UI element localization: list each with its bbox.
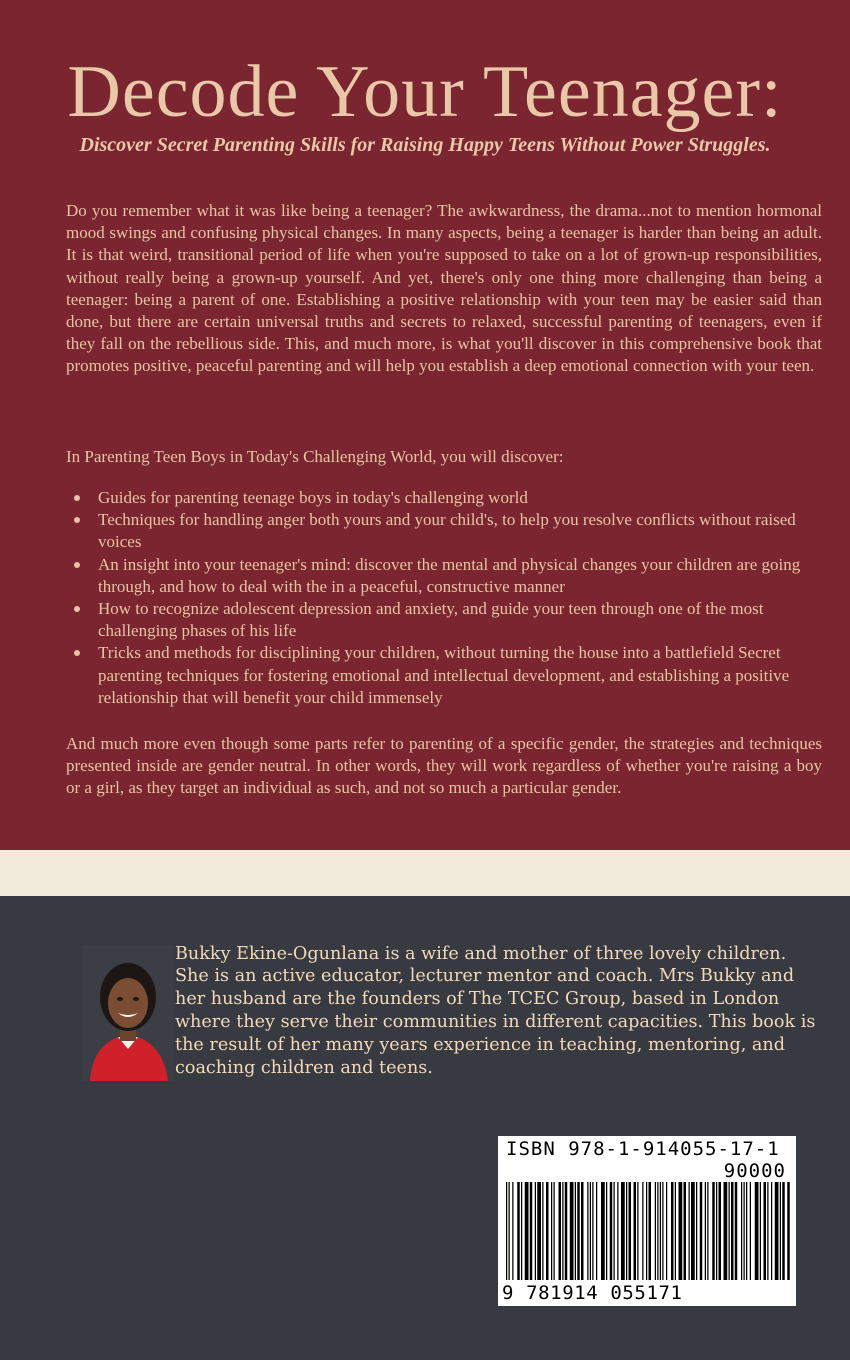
barcode-bar <box>684 1182 687 1280</box>
barcode-bar <box>542 1182 543 1280</box>
barcode-bar <box>637 1182 638 1280</box>
barcode-bar <box>570 1182 574 1280</box>
barcode-bar <box>755 1182 759 1280</box>
barcode-bar <box>660 1182 661 1280</box>
barcode-bar <box>764 1182 767 1280</box>
barcode-bar <box>775 1182 779 1280</box>
barcode-digits: 9 781914 055171 <box>502 1282 683 1304</box>
barcode-bar <box>689 1182 690 1280</box>
barcode-bar <box>577 1182 580 1280</box>
barcode-bar <box>724 1182 728 1280</box>
barcode-bar <box>626 1182 627 1280</box>
barcode-bar <box>634 1182 637 1280</box>
barcode-bar <box>610 1182 613 1280</box>
barcode-bar <box>587 1182 588 1280</box>
closing-paragraph: And much more even though some parts refer to parenting of a specific gender, the strategies and techniques presented inside are gender neutral. In other words, they will work regardless of whether you're raising a boy or a girl, as they target an individual as such, and not so much a particular gender. <box>66 734 822 798</box>
barcode-bar <box>601 1182 605 1280</box>
bullet-icon <box>74 517 80 523</box>
barcode-bar <box>771 1182 772 1280</box>
barcode-bar <box>705 1182 706 1280</box>
barcode-bar <box>655 1182 656 1280</box>
barcode-bar <box>671 1182 674 1280</box>
barcode-bar <box>559 1182 562 1280</box>
barcode-bar <box>506 1182 507 1280</box>
barcode-bar <box>554 1182 555 1280</box>
barcode-bar <box>614 1182 615 1280</box>
barcode-bar <box>617 1182 618 1280</box>
price-code: 90000 <box>723 1160 786 1182</box>
barcode-bar <box>746 1182 747 1280</box>
barcode-bar <box>590 1182 591 1280</box>
barcode-bar <box>512 1182 513 1280</box>
barcode-bar <box>606 1182 607 1280</box>
barcode-bar <box>662 1182 663 1280</box>
barcode-bar <box>729 1182 730 1280</box>
list-item: Techniques for handling anger both yours and your child's, to help you resolve conflicts without raised voices <box>98 509 824 553</box>
author-bio: Bukky Ekine-Ogunlana is a wife and mother of three lovely children. She is an active educator, lecturer mentor and coach. Mrs Bukky and her husband are the founders of The TCEC Group, based in London where they serve their communities in different capacities. This book is the result of her many years experience in teaching, mentoring, and coaching children and teens. <box>175 943 816 1078</box>
bullet-icon <box>74 495 80 501</box>
barcode-bar <box>696 1182 697 1280</box>
barcode-bar <box>712 1182 715 1280</box>
barcode-bar <box>546 1182 549 1280</box>
barcode-bar <box>551 1182 552 1280</box>
discover-lead: In Parenting Teen Boys in Today's Challenging World, you will discover: <box>66 447 564 466</box>
barcode-bar <box>562 1182 563 1280</box>
list-item: Guides for parenting teenage boys in today's challenging world <box>98 487 824 509</box>
barcode-bar <box>629 1182 632 1280</box>
barcode-bar <box>700 1182 703 1280</box>
barcode-bar <box>530 1182 533 1280</box>
barcode-bar <box>525 1182 529 1280</box>
barcode-bar <box>642 1182 643 1280</box>
barcode-bar <box>750 1182 751 1280</box>
barcode-bar <box>621 1182 625 1280</box>
barcode-bar <box>735 1182 738 1280</box>
barcode-bar <box>741 1182 742 1280</box>
isbn-label: ISBN 978-1-914055-17-1 <box>506 1138 780 1160</box>
barcode-bar <box>592 1182 593 1280</box>
bullet-icon <box>74 562 80 568</box>
barcode-bar <box>666 1182 667 1280</box>
barcode-bar <box>565 1182 568 1280</box>
barcode-bar <box>780 1182 781 1280</box>
bullet-icon <box>74 606 80 612</box>
barcode-bar <box>535 1182 536 1280</box>
barcode-bar <box>744 1182 745 1280</box>
barcode-bar <box>707 1182 708 1280</box>
bullet-icon <box>74 650 80 656</box>
author-photo <box>82 945 174 1081</box>
barcode-bar <box>581 1182 584 1280</box>
intro-paragraph: Do you remember what it was like being a teenager? The awkwardness, the drama...not to mention hormonal mood swings and confusing physical changes. In many aspects, being a teenager is harder than being an adult. It is that weird, transitional period of life when you're supposed to take on a lot of grown-up responsibilities, without really being a grown-up yourself. And yet, there's only one thing more challenging than being a teenager: being a parent of one. Establishing a positive relationship with your teen may be easier said than done, but there are certain universal truths and secrets to relaxed, successful parenting of teenagers, even if they fall on the rebellious side. This, and much more, is what you'll discover in this comprehensive book that promotes positive, peaceful parenting and will help you establish a deep emotional connection with your teen. <box>66 201 822 376</box>
barcode-bar <box>767 1182 768 1280</box>
barcode-bar <box>679 1182 683 1280</box>
list-item: Tricks and methods for disciplining your children, without turning the house into a battlefield Secret parenting techniques for fostering emotional and intellectual development, and establishing a positive relationship that will benefit your child immensely <box>98 642 824 709</box>
barcode-bar <box>731 1182 734 1280</box>
list-item: An insight into your teenager's mind: discover the mental and physical changes your children are going through, and how to deal with the in a peaceful, constructive manner <box>98 554 824 598</box>
book-title: Decode Your Teenager: <box>67 51 783 133</box>
barcode-bar <box>657 1182 658 1280</box>
barcode-bar <box>716 1182 717 1280</box>
divider-band <box>0 850 850 896</box>
barcode-bar <box>575 1182 576 1280</box>
barcode-bar <box>787 1182 790 1280</box>
barcode-bar <box>782 1182 785 1280</box>
list-item: How to recognize adolescent depression and anxiety, and guide your teen through one of the most challenging phases of his life <box>98 598 824 642</box>
barcode-bar <box>719 1182 722 1280</box>
barcode-bar <box>675 1182 676 1280</box>
isbn-barcode <box>498 1136 796 1306</box>
barcode-bar <box>517 1182 520 1280</box>
barcode-bar <box>760 1182 761 1280</box>
barcode-bar <box>691 1182 695 1280</box>
book-subtitle: Discover Secret Parenting Skills for Raising Happy Teens Without Power Struggles. <box>79 134 771 156</box>
barcode-bar <box>646 1182 647 1280</box>
barcode-bar <box>596 1182 597 1280</box>
barcode-bar <box>649 1182 652 1280</box>
barcode-bar <box>537 1182 541 1280</box>
benefits-list <box>98 487 824 709</box>
barcode-bar <box>521 1182 522 1280</box>
barcode-bar <box>509 1182 510 1280</box>
